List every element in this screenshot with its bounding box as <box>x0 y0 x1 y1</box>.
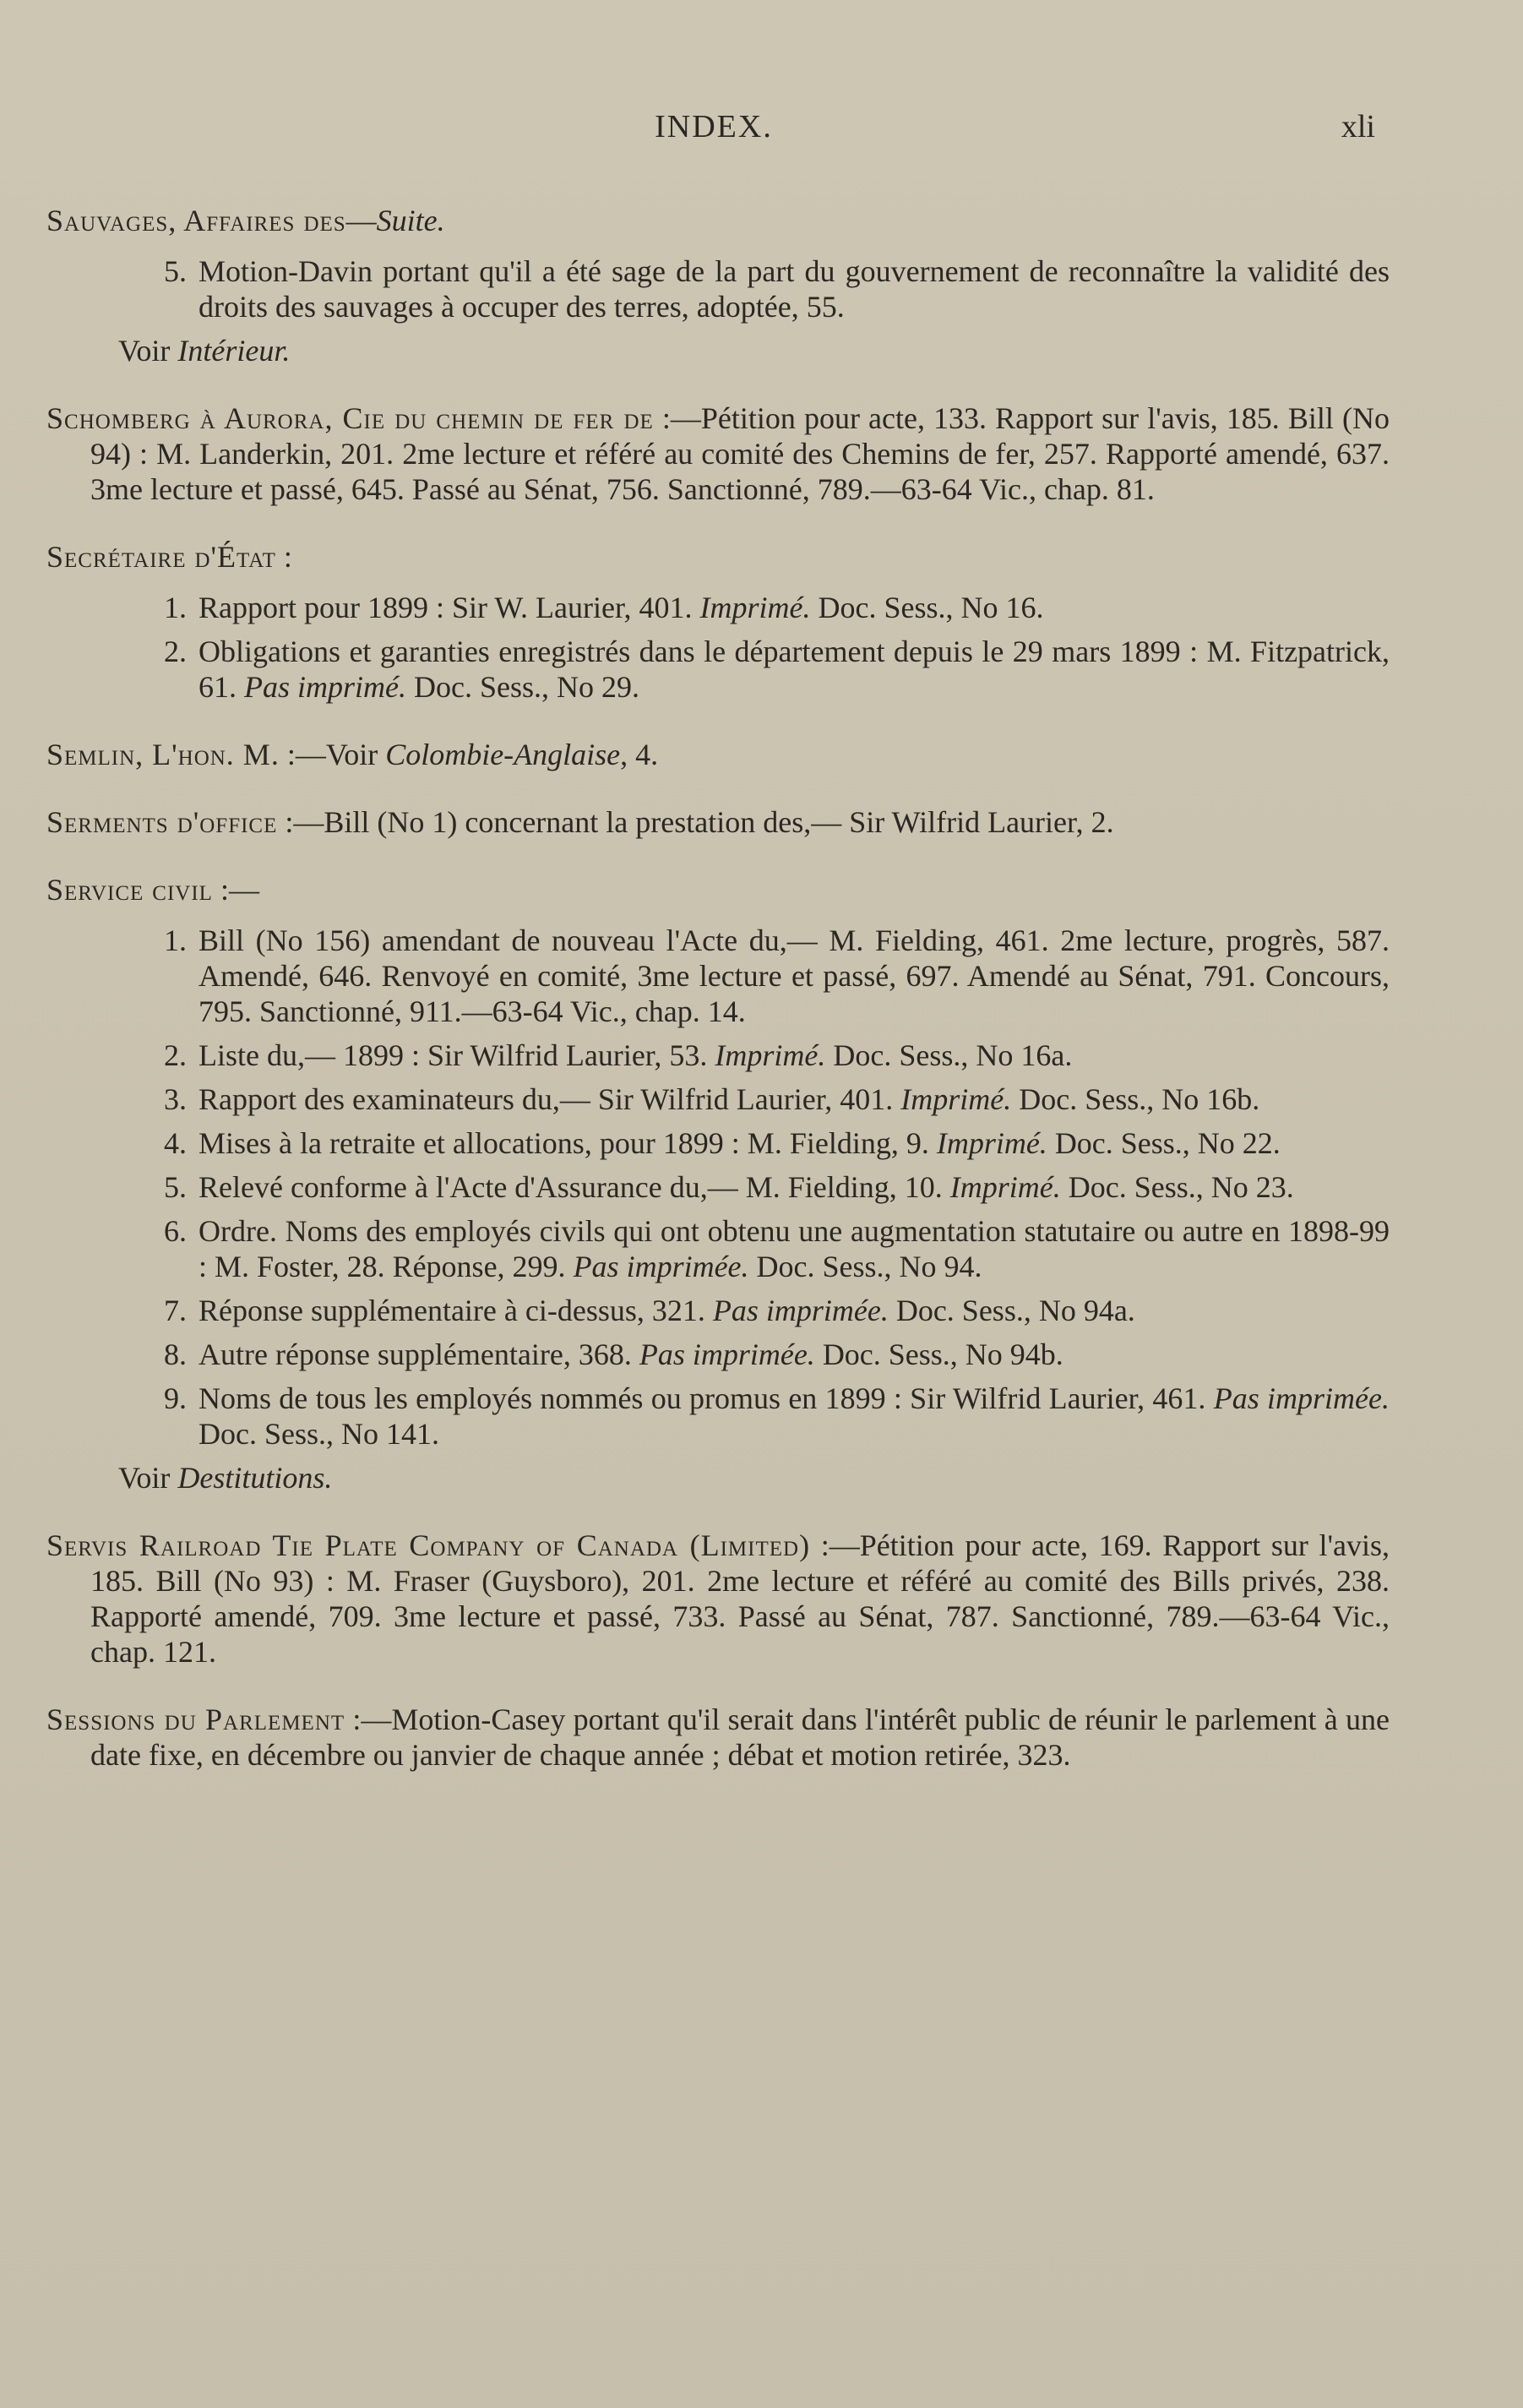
item-number: 6. <box>164 1214 187 1248</box>
entry-heading-line <box>46 539 1390 575</box>
item-status: Pas imprimée. <box>639 1337 815 1371</box>
item-status: Pas imprimée. <box>573 1250 749 1283</box>
entry-text: :—Pétition pour acte, 133. Rapport sur l'avis, 185. Bill (No 94) : M. Landerkin, 201. 2me lecture et référé au comité des Chemins de fer, 257. Rapporté amendé, 637. 3me lecture et passé, 645. Passé au Sénat, 756. Sanctionné, 789.—63-64 Vic., chap. 81. <box>90 401 1390 506</box>
item-status: Pas imprimé. <box>244 670 406 704</box>
item-number: 2. <box>164 1038 187 1072</box>
entry-text: :— <box>212 873 259 907</box>
entry-text: — <box>345 204 377 237</box>
entry-text: :—Pétition pour acte, 169. Rapport sur l'avis, 185. Bill (No 93) : M. Fraser (Guysboro), 201. 2me lecture et référé au comité des Bills privés, 238. Rapporté amendé, 709. 3me lecture et passé, 733. Passé au Sénat, 787. Sanctionné, 789.—63-64 Vic., chap. 121. <box>90 1528 1390 1669</box>
index-entry <box>46 737 1390 772</box>
entry-ref: Colombie-Anglaise <box>385 738 621 771</box>
see-also-prefix: Voir <box>118 1461 178 1495</box>
entry-items <box>46 590 1390 705</box>
list-item <box>46 923 1390 1029</box>
index-entry <box>46 804 1390 840</box>
entry-heading: Sessions du Parlement <box>46 1702 345 1736</box>
item-doc-ref: Doc. Sess., No 29. <box>406 670 639 704</box>
item-text: Ordre. Noms des employés civils qui ont obtenu une augmentation statutaire ou autre en 1898-99 : M. Foster, 28. Réponse, 299. <box>199 1214 1390 1283</box>
item-text: Réponse supplémentaire à ci-dessus, 321. <box>199 1294 713 1327</box>
entry-suite: Suite. <box>376 204 445 237</box>
entry-heading-line <box>46 1702 1390 1773</box>
item-number: 8. <box>164 1337 187 1371</box>
list-item <box>46 1381 1390 1452</box>
entry-heading: Schomberg à Aurora, Cie du chemin de fer de <box>46 401 654 435</box>
item-text: Mises à la retraite et allocations, pour 1899 : M. Fielding, 9. <box>199 1126 937 1160</box>
item-text: Obligations et garanties enregistrés dans le département depuis le 29 mars 1899 : M. Fitzpatrick, 61. <box>199 635 1390 704</box>
see-also <box>46 1460 1390 1495</box>
index-entry <box>46 539 1390 705</box>
item-status: Imprimé. <box>949 1170 1061 1204</box>
entry-heading: Servis Railroad Tie Plate Company of Canada (Limited) <box>46 1528 811 1562</box>
item-number: 1. <box>164 591 187 624</box>
entry-heading-line <box>46 804 1390 840</box>
item-status: Pas imprimée. <box>1213 1381 1390 1415</box>
entry-heading-line <box>46 203 1390 238</box>
see-also-ref: Destitutions. <box>177 1461 333 1495</box>
item-doc-ref: Doc. Sess., No 16. <box>810 591 1044 624</box>
list-item <box>46 1125 1390 1161</box>
item-doc-ref: Doc. Sess., No 94a. <box>888 1294 1135 1327</box>
item-doc-ref: Doc. Sess., No 94. <box>748 1250 982 1283</box>
page-number: xli <box>1341 109 1375 144</box>
item-status: Imprimé. <box>936 1126 1047 1160</box>
entry-heading-line <box>46 400 1390 507</box>
list-item <box>46 1169 1390 1205</box>
list-item <box>46 1337 1390 1372</box>
list-item <box>46 1038 1390 1073</box>
entry-heading-line <box>46 872 1390 907</box>
entry-heading: Semlin, L'hon. M. <box>46 738 280 771</box>
index-entry <box>46 872 1390 1495</box>
list-item <box>46 1293 1390 1328</box>
item-doc-ref: Doc. Sess., No 94b. <box>814 1337 1063 1371</box>
entry-after: , 4. <box>620 738 659 771</box>
entry-items <box>46 923 1390 1452</box>
entry-text: :—Bill (No 1) concernant la prestation des,— Sir Wilfrid Laurier, 2. <box>277 805 1114 839</box>
item-number: 1. <box>164 923 187 957</box>
entry-heading: Secrétaire d'État <box>46 540 276 574</box>
entry-heading: Service civil <box>46 873 213 907</box>
item-number: 3. <box>164 1082 187 1116</box>
index-entry <box>46 203 1390 368</box>
entry-items <box>46 253 1390 324</box>
item-number: 5. <box>164 254 187 288</box>
entry-heading-line <box>46 737 1390 772</box>
see-also-ref: Intérieur. <box>177 334 291 368</box>
entry-text: :—Voir <box>279 738 386 771</box>
page-header <box>0 108 1523 159</box>
item-text: Bill (No 156) amendant de nouveau l'Acte du,— M. Fielding, 461. 2me lecture, progrès, 587. Amendé, 646. Renvoyé en comité, 3me lecture et passé, 697. Amendé au Sénat, 791. Concours, 795. Sanctionné, 911.—63-64 Vic., chap. 14. <box>199 923 1390 1028</box>
item-doc-ref: Doc. Sess., No 22. <box>1047 1126 1281 1160</box>
entry-heading: Serments d'office <box>46 805 278 839</box>
page-title: INDEX. <box>655 109 773 144</box>
see-also-prefix: Voir <box>118 334 178 368</box>
list-item <box>46 1081 1390 1117</box>
entry-heading-line <box>46 1528 1390 1670</box>
index-content <box>46 203 1390 1805</box>
item-number: 4. <box>164 1126 187 1160</box>
list-item <box>46 590 1390 625</box>
entry-text: : <box>275 540 292 574</box>
item-doc-ref: Doc. Sess., No 16a. <box>825 1038 1073 1072</box>
list-item <box>46 253 1390 324</box>
item-status: Pas imprimée. <box>712 1294 889 1327</box>
item-text: Autre réponse supplémentaire, 368. <box>199 1337 639 1371</box>
item-doc-ref: Doc. Sess., No 23. <box>1060 1170 1294 1204</box>
item-text: Rapport des examinateurs du,— Sir Wilfrid Laurier, 401. <box>199 1082 901 1116</box>
item-text: Liste du,— 1899 : Sir Wilfrid Laurier, 53. <box>199 1038 715 1072</box>
list-item <box>46 634 1390 705</box>
index-entry <box>46 1702 1390 1773</box>
item-text: Relevé conforme à l'Acte d'Assurance du,— M. Fielding, 10. <box>199 1170 950 1204</box>
index-entry <box>46 1528 1390 1670</box>
index-entry <box>46 400 1390 507</box>
item-status: Imprimé. <box>900 1082 1012 1116</box>
item-number: 5. <box>164 1170 187 1204</box>
item-number: 9. <box>164 1381 187 1415</box>
item-number: 7. <box>164 1294 187 1327</box>
item-doc-ref: Doc. Sess., No 16b. <box>1011 1082 1260 1116</box>
item-status: Imprimé. <box>699 591 811 624</box>
entry-heading: Sauvages, Affaires des <box>46 204 346 237</box>
entry-text: :—Motion-Casey portant qu'il serait dans l'intérêt public de réunir le parlement à une date fixe, en décembre ou janvier de chaque année ; débat et motion retirée, 323. <box>90 1702 1390 1772</box>
item-number: 2. <box>164 635 187 668</box>
item-text: Noms de tous les employés nommés ou promus en 1899 : Sir Wilfrid Laurier, 461. <box>199 1381 1214 1415</box>
list-item <box>46 1213 1390 1284</box>
item-text: Motion-Davin portant qu'il a été sage de la part du gouvernement de reconnaître la validité des droits des sauvages à occuper des terres, adoptée, 55. <box>199 254 1390 324</box>
see-also <box>46 333 1390 368</box>
item-text: Rapport pour 1899 : Sir W. Laurier, 401. <box>199 591 700 624</box>
item-status: Imprimé. <box>715 1038 826 1072</box>
item-doc-ref: Doc. Sess., No 141. <box>199 1417 439 1451</box>
